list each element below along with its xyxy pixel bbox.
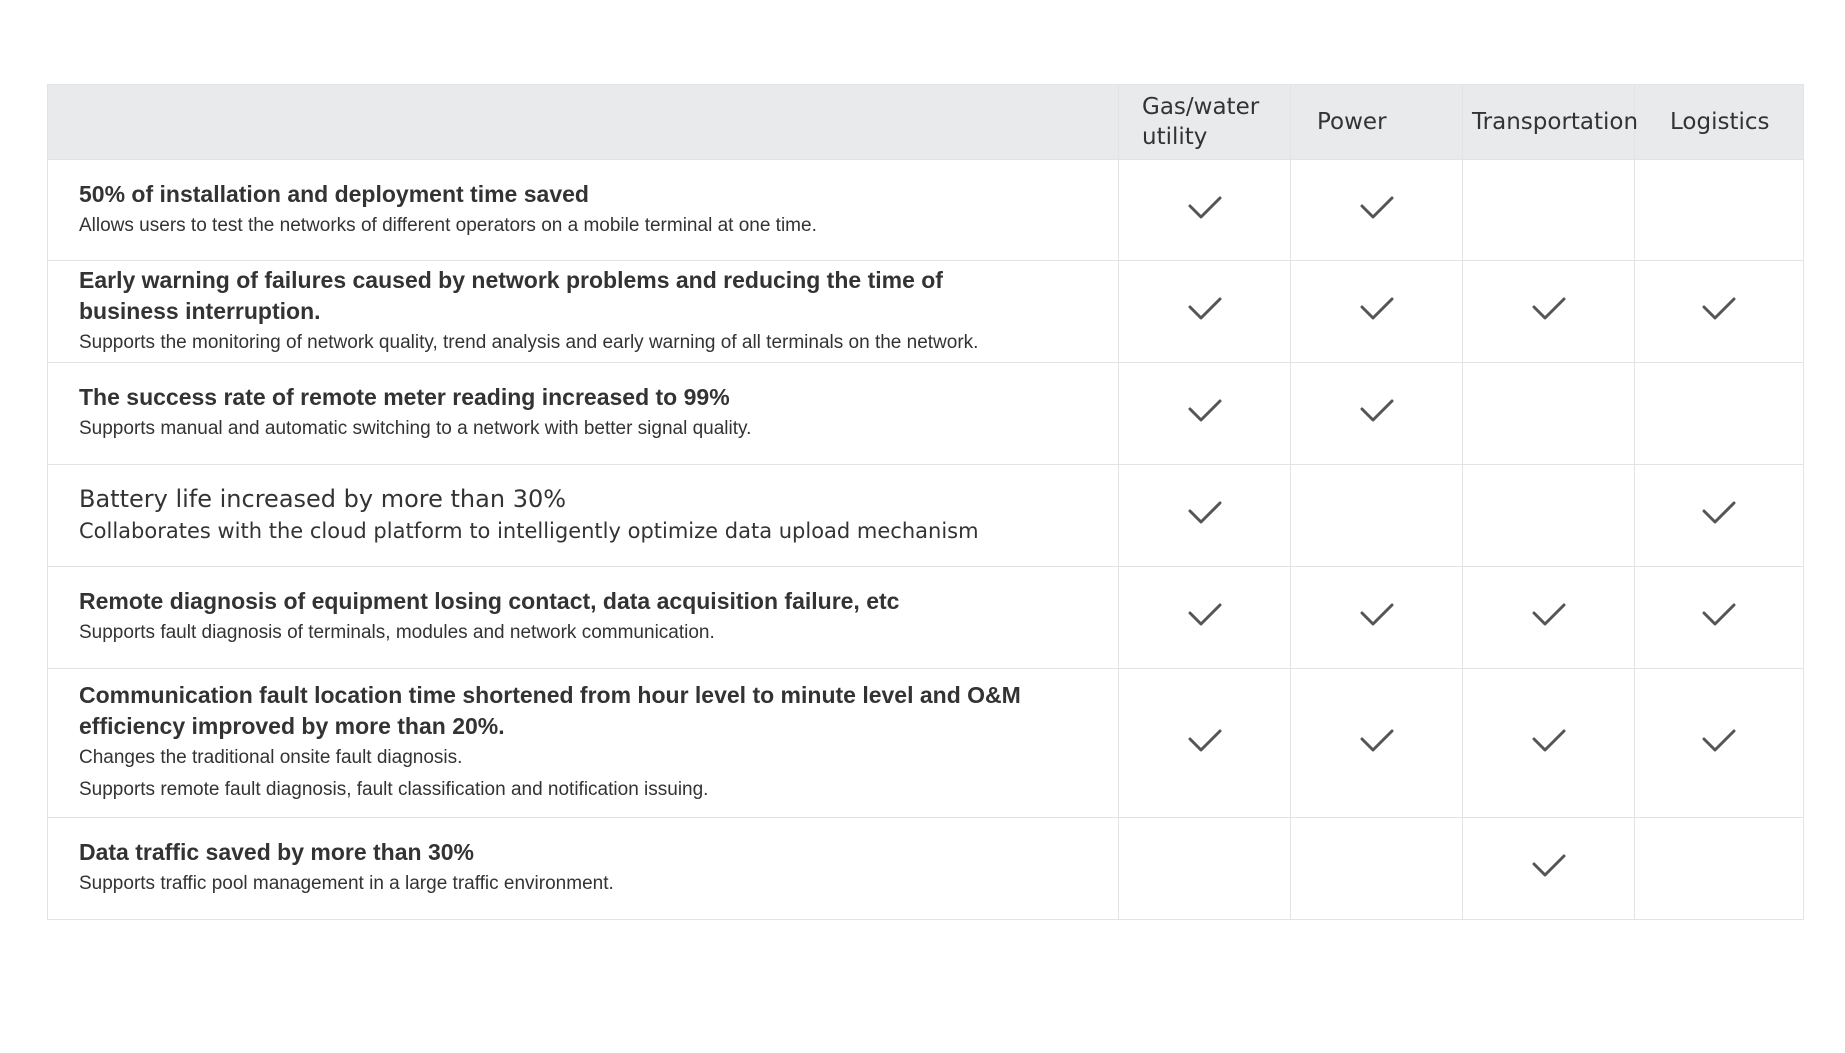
feature-title: The success rate of remote meter reading increased to 99% — [79, 384, 730, 410]
check-icon — [1702, 728, 1736, 754]
feature-title: Communication fault location time shortened from hour level to minute level and O&M efficiency improved by more than 20%. — [79, 682, 1021, 739]
check-cell-power — [1291, 261, 1463, 363]
check-cell-power — [1291, 160, 1463, 261]
feature-description: Collaborates with the cloud platform to intelligently optimize data upload mechanism — [79, 519, 979, 543]
column-header-logistics: Logistics — [1635, 85, 1804, 160]
check-cell-logistics — [1635, 363, 1804, 465]
check-cell-power — [1291, 465, 1463, 567]
feature-cell — [48, 160, 1119, 261]
table-row — [48, 465, 1804, 567]
check-cell-power — [1291, 363, 1463, 465]
feature-title: Early warning of failures caused by network problems and reducing the time of business interruption. — [79, 266, 943, 324]
header-corner — [48, 85, 1119, 160]
check-cell-power — [1291, 567, 1463, 669]
check-cell-gas-water-utility — [1119, 567, 1291, 669]
check-icon — [1702, 602, 1736, 628]
check-icon — [1360, 195, 1394, 221]
feature-title: Battery life increased by more than 30% — [79, 485, 567, 513]
check-icon — [1188, 500, 1222, 526]
column-header-gas-water-utility: Gas/water utility — [1119, 85, 1291, 160]
feature-title: Data traffic saved by more than 30% — [79, 839, 474, 865]
check-cell-gas-water-utility — [1119, 669, 1291, 818]
check-cell-gas-water-utility — [1119, 818, 1291, 920]
check-cell-transportation — [1463, 818, 1635, 920]
feature-description: Supports remote fault diagnosis, fault classification and notification issuing. — [79, 779, 709, 800]
feature-description: Supports fault diagnosis of terminals, modules and network communication. — [79, 622, 715, 643]
table-row — [48, 567, 1804, 669]
check-cell-transportation — [1463, 669, 1635, 818]
check-icon — [1188, 296, 1222, 322]
check-icon — [1188, 728, 1222, 754]
check-cell-gas-water-utility — [1119, 465, 1291, 567]
check-cell-logistics — [1635, 160, 1804, 261]
feature-description: Allows users to test the networks of different operators on a mobile terminal at one time. — [79, 214, 817, 236]
check-cell-gas-water-utility — [1119, 160, 1291, 261]
check-cell-transportation — [1463, 261, 1635, 363]
table-row — [48, 818, 1804, 920]
check-cell-power — [1291, 669, 1463, 818]
table-row — [48, 261, 1804, 363]
column-header-transportation: Transportation — [1463, 85, 1635, 160]
table-row — [48, 160, 1804, 261]
check-icon — [1702, 296, 1736, 322]
check-cell-logistics — [1635, 669, 1804, 818]
check-icon — [1188, 398, 1222, 424]
check-icon — [1702, 500, 1736, 526]
table-header-row — [48, 85, 1804, 160]
feature-description: Changes the traditional onsite fault diagnosis. — [79, 747, 463, 768]
check-icon — [1188, 195, 1222, 221]
check-cell-gas-water-utility — [1119, 363, 1291, 465]
feature-description: Supports the monitoring of network quality, trend analysis and early warning of all terminals on the network. — [79, 331, 979, 353]
check-icon — [1360, 296, 1394, 322]
check-icon — [1532, 602, 1566, 628]
check-cell-power — [1291, 818, 1463, 920]
check-icon — [1532, 728, 1566, 754]
check-cell-transportation — [1463, 465, 1635, 567]
feature-cell — [48, 818, 1119, 920]
check-icon — [1188, 602, 1222, 628]
feature-cell — [48, 465, 1119, 567]
check-cell-logistics — [1635, 567, 1804, 669]
feature-cell — [48, 261, 1119, 363]
check-cell-logistics — [1635, 818, 1804, 920]
comparison-table — [47, 84, 1804, 920]
table-row — [48, 363, 1804, 465]
check-cell-logistics — [1635, 261, 1804, 363]
table-body — [48, 160, 1804, 920]
check-icon — [1532, 853, 1566, 879]
table-row — [48, 669, 1804, 818]
feature-cell — [48, 363, 1119, 465]
feature-cell — [48, 567, 1119, 669]
check-cell-logistics — [1635, 465, 1804, 567]
check-icon — [1532, 296, 1566, 322]
check-icon — [1360, 398, 1394, 424]
check-cell-gas-water-utility — [1119, 261, 1291, 363]
check-cell-transportation — [1463, 363, 1635, 465]
feature-description: Supports manual and automatic switching to a network with better signal quality. — [79, 418, 752, 439]
feature-cell — [48, 669, 1119, 818]
column-header-power: Power — [1291, 85, 1463, 160]
check-cell-transportation — [1463, 567, 1635, 669]
check-icon — [1360, 602, 1394, 628]
feature-title: Remote diagnosis of equipment losing contact, data acquisition failure, etc — [79, 588, 900, 614]
check-cell-transportation — [1463, 160, 1635, 261]
check-icon — [1360, 728, 1394, 754]
feature-title: 50% of installation and deployment time saved — [79, 180, 589, 207]
feature-description: Supports traffic pool management in a large traffic environment. — [79, 873, 614, 894]
